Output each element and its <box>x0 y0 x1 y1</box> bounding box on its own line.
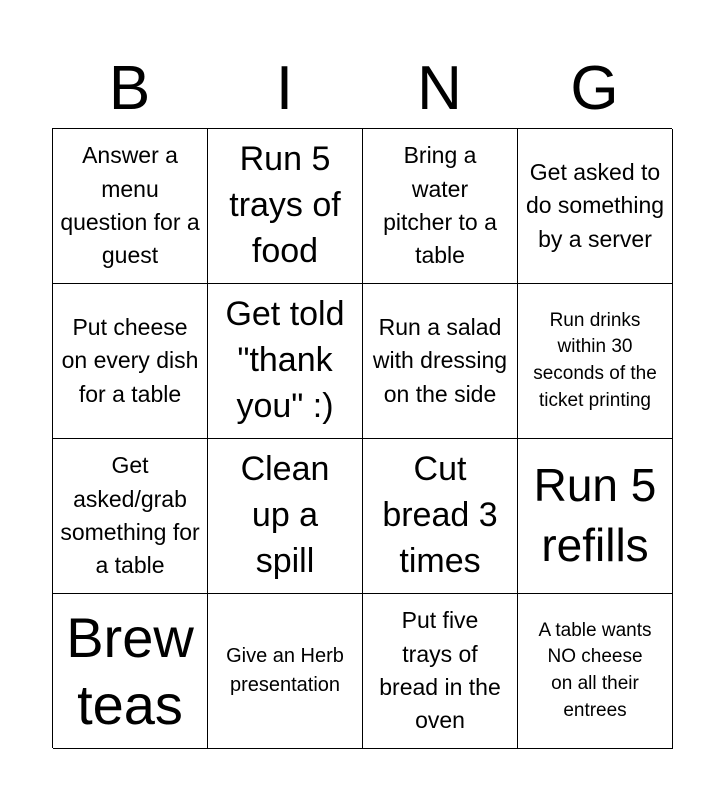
cell-text: Bring a water pitcher to a table <box>383 142 497 269</box>
cell-text: Answer a menu question for a guest <box>60 142 200 269</box>
header-letter-n: N <box>417 54 462 123</box>
cell-text: Get told "thank you" :) <box>225 295 345 425</box>
bingo-cell[interactable] <box>53 129 208 284</box>
bingo-cell[interactable] <box>208 439 363 594</box>
header-letter-b: B <box>108 54 151 123</box>
bingo-cell[interactable] <box>208 284 363 439</box>
cell-text: Get asked/grab something for a table <box>60 452 200 579</box>
cell-text: Brew teas <box>66 605 194 736</box>
cell-text: Run 5 trays of food <box>229 140 341 270</box>
bingo-cell[interactable] <box>363 594 518 749</box>
bingo-cell[interactable] <box>518 129 673 284</box>
bingo-cell[interactable] <box>208 594 363 749</box>
bingo-cell[interactable] <box>53 284 208 439</box>
cell-text: Put cheese on every dish for a table <box>61 313 199 407</box>
cell-text: Cut bread 3 times <box>382 450 498 580</box>
bingo-cell[interactable] <box>208 129 363 284</box>
bingo-cell[interactable] <box>518 439 673 594</box>
bingo-board <box>52 128 672 748</box>
header-letter-i: I <box>275 54 294 123</box>
cell-text: Give an Herb presentation <box>226 645 344 696</box>
cell-text: Clean up a spill <box>240 450 330 580</box>
cell-text: A table wants NO cheese on all their entrees <box>538 619 652 721</box>
bingo-cell[interactable] <box>518 594 673 749</box>
bingo-header <box>52 50 672 128</box>
cell-text: Run a salad with dressing on the side <box>372 313 508 407</box>
bingo-cell[interactable] <box>363 129 518 284</box>
bingo-cell[interactable] <box>518 284 673 439</box>
cell-text: Get asked to do something by a server <box>525 158 665 252</box>
bingo-cell[interactable] <box>53 594 208 749</box>
cell-text: Run 5 refills <box>533 459 657 571</box>
bingo-cell[interactable] <box>53 439 208 594</box>
bingo-cell[interactable] <box>363 439 518 594</box>
cell-text: Run drinks within 30 seconds of the ticket printing <box>533 309 657 411</box>
header-letter-g: G <box>570 54 619 123</box>
cell-text: Put five trays of bread in the oven <box>379 607 501 734</box>
bingo-cell[interactable] <box>363 284 518 439</box>
